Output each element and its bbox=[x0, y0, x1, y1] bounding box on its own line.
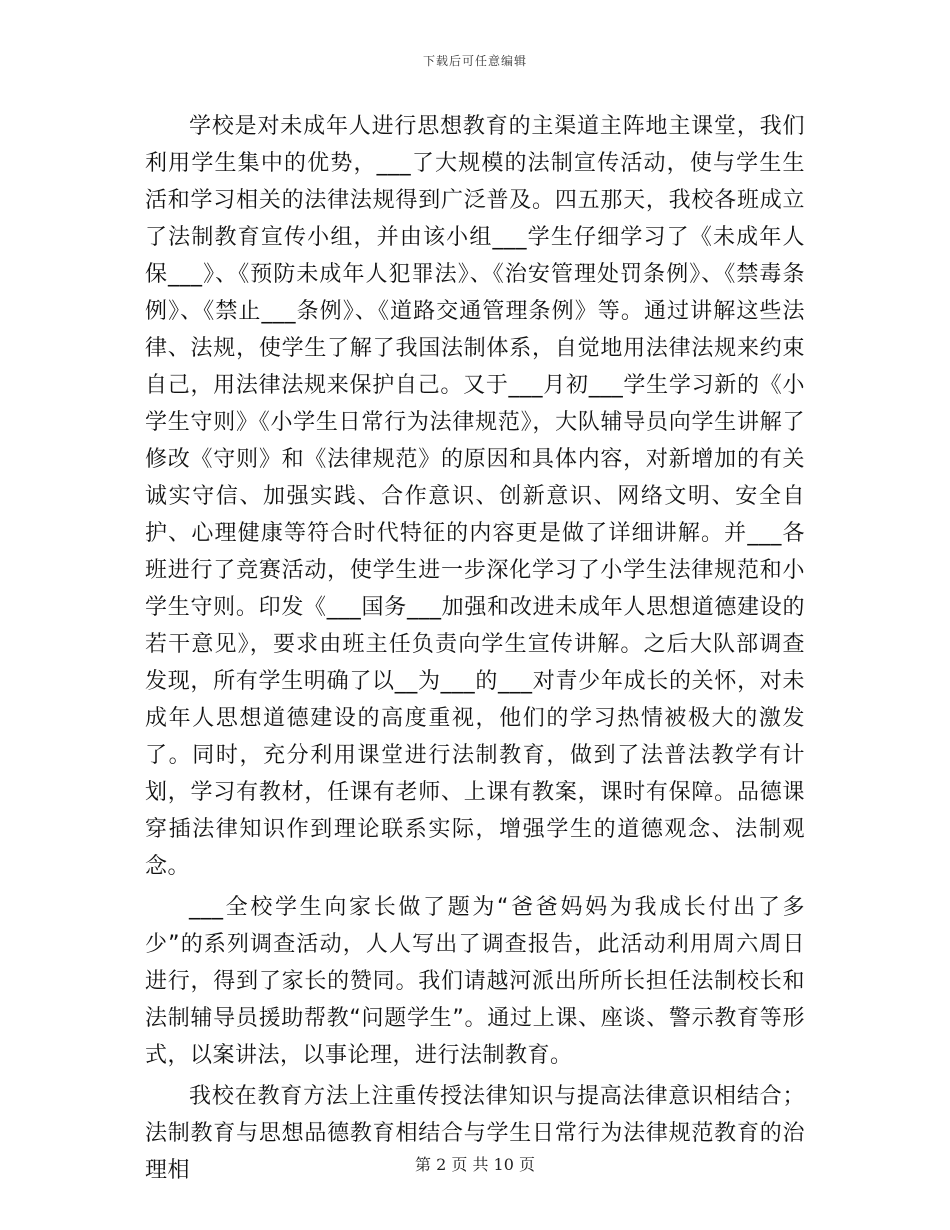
paragraph-1: 学校是对未成年人进行思想教育的主渠道主阵地主课堂，我们利用学生集中的优势，___了大规模的法制宣传活动，使与学生生活和学习相关的法律法规得到广泛普及。四五那天，我校各班成立了法制教育宣传小组，并由该小组___学生仔细学习了《未成年人保___》、《预防未成年人犯罪法》、《治安管理处罚条例》、《禁毒条例》、《禁止___条例》、《道路交通管理条例》等。通过讲解这些法律、法规，使学生了解了我国法制体系，自觉地用法律法规来约束自己，用法律法规来保护自己。又于___月初___学生学习新的《小学生守则》《小学生日常行为法律规范》，大队辅导员向学生讲解了修改《守则》和《法律规范》的原因和具体内容，对新增加的有关诚实守信、加强实践、合作意识、创新意识、网络文明、安全自护、心理健康等符合时代特征的内容更是做了详细讲解。并___各班进行了竞赛活动，使学生进一步深化学习了小学生法律规范和小学生守则。印发《___国务___加强和改进未成年人思想道德建设的若干意见》，要求由班主任负责向学生宣传讲解。之后大队部调查发现，所有学生明确了以__为___的___对青少年成长的关怀，对未成年人思想道德建设的高度重视，他们的学习热情被极大的激发了。同时，充分利用课堂进行法制教育，做到了法普法教学有计划，学习有教材，任课有老师、上课有教案，课时有保障。品德课穿插法律知识作到理论联系实际，增强学生的道德观念、法制观念。 bbox=[145, 114, 805, 879]
paragraph-3: 我校在教育方法上注重传授法律知识与提高法律意识相结合；法制教育与思想品德教育相结合与学生日常行为法律规范教育的治理相 bbox=[145, 1084, 805, 1183]
paragraph-2: ___全校学生向家长做了题为“爸爸妈妈为我成长付出了多少”的系列调查活动，人人写出了调查报告，此活动利用周六周日进行，得到了家长的赞同。我们请越河派出所所长担任法制校长和法制辅导员援助帮教“问题学生”。通过上课、座谈、警示教育等形式，以案讲法，以事论理，进行法制教育。 bbox=[145, 895, 805, 1068]
document-body bbox=[145, 108, 805, 1189]
page-number: 第 2 页 共 10 页 bbox=[415, 1155, 535, 1174]
page-header: 下载后可任意编辑 bbox=[422, 54, 527, 68]
